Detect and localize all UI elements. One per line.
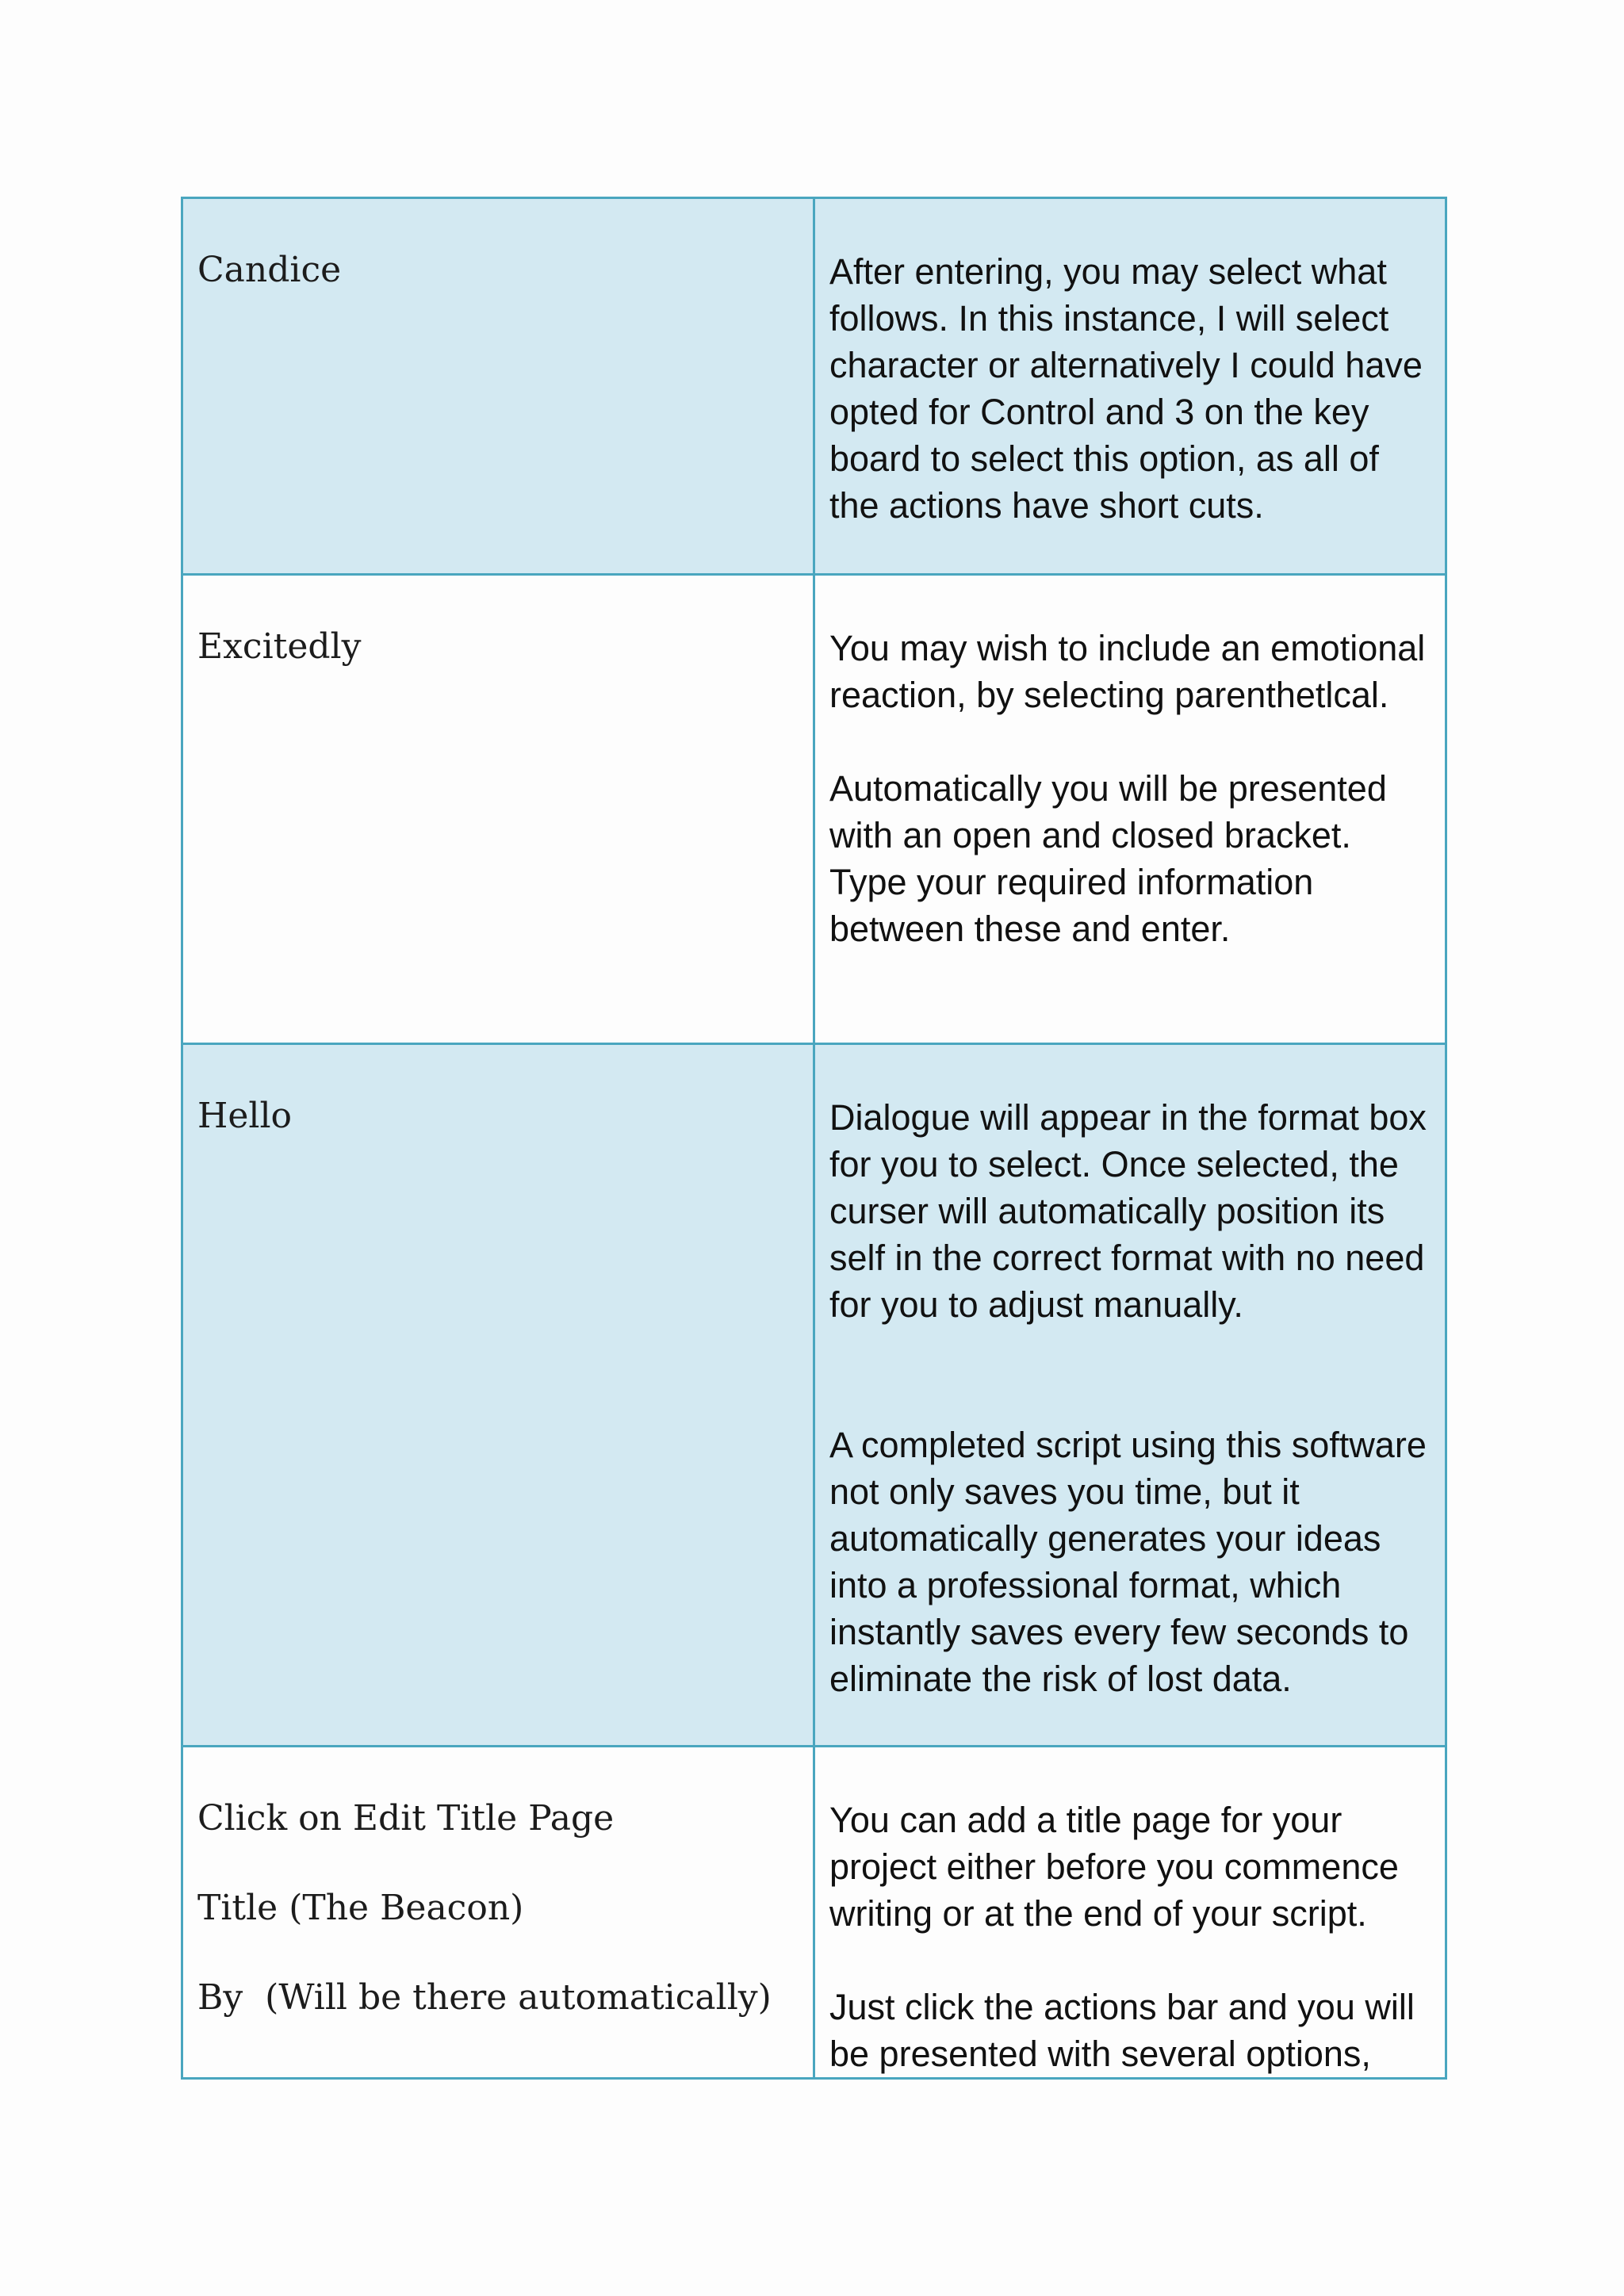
- instruction-cell: [814, 575, 1446, 1044]
- script-cell: [182, 575, 814, 1044]
- script-cell: [182, 198, 814, 575]
- table-row: [182, 575, 1446, 1044]
- script-cell: [182, 1044, 814, 1747]
- instruction-table: [181, 197, 1447, 2080]
- script-text: Candice: [197, 250, 342, 290]
- instruction-paragraph: Automatically you will be presented with an open and closed bracket. Type your required information between these and enter.: [829, 768, 1387, 949]
- instruction-paragraph: You can add a title page for your project either before you commence writing or at the end of your script.: [829, 1800, 1399, 1934]
- instruction-cell: [814, 1044, 1446, 1747]
- instruction-paragraph: Dialogue will appear in the format box for you to select. Once selected, the curser will automatically position its self in the correct format with no need for you to adjust manually.: [829, 1097, 1427, 1325]
- script-text: Excitedly: [197, 626, 362, 667]
- instruction-cell: [814, 198, 1446, 575]
- table-row: [182, 198, 1446, 575]
- script-text: By (Will be there automatically): [197, 1977, 772, 2018]
- instruction-paragraph: A completed script using this software not only saves you time, but it automatically generates your ideas into a professional format, which instantly saves every few seconds to eliminate the risk of lost data.: [829, 1425, 1427, 1699]
- script-text: Title (The Beacon): [197, 1888, 524, 1928]
- instruction-paragraph: After entering, you may select what follows. In this instance, I will select character or alternatively I could have opted for Control and 3 on the key board to select this option, as all of the actions have short cuts.: [829, 251, 1423, 526]
- table-row: [182, 1044, 1446, 1747]
- instruction-paragraph: You may wish to include an emotional reaction, by selecting parenthetlcal.: [829, 628, 1426, 715]
- script-cell: [182, 1747, 814, 2079]
- script-text: Hello: [197, 1096, 293, 1136]
- table-row: [182, 1747, 1446, 2079]
- script-text: Click on Edit Title Page: [197, 1798, 615, 1839]
- instruction-paragraph: Just click the actions bar and you will be presented with several options,: [829, 1987, 1415, 2074]
- instruction-cell: [814, 1747, 1446, 2079]
